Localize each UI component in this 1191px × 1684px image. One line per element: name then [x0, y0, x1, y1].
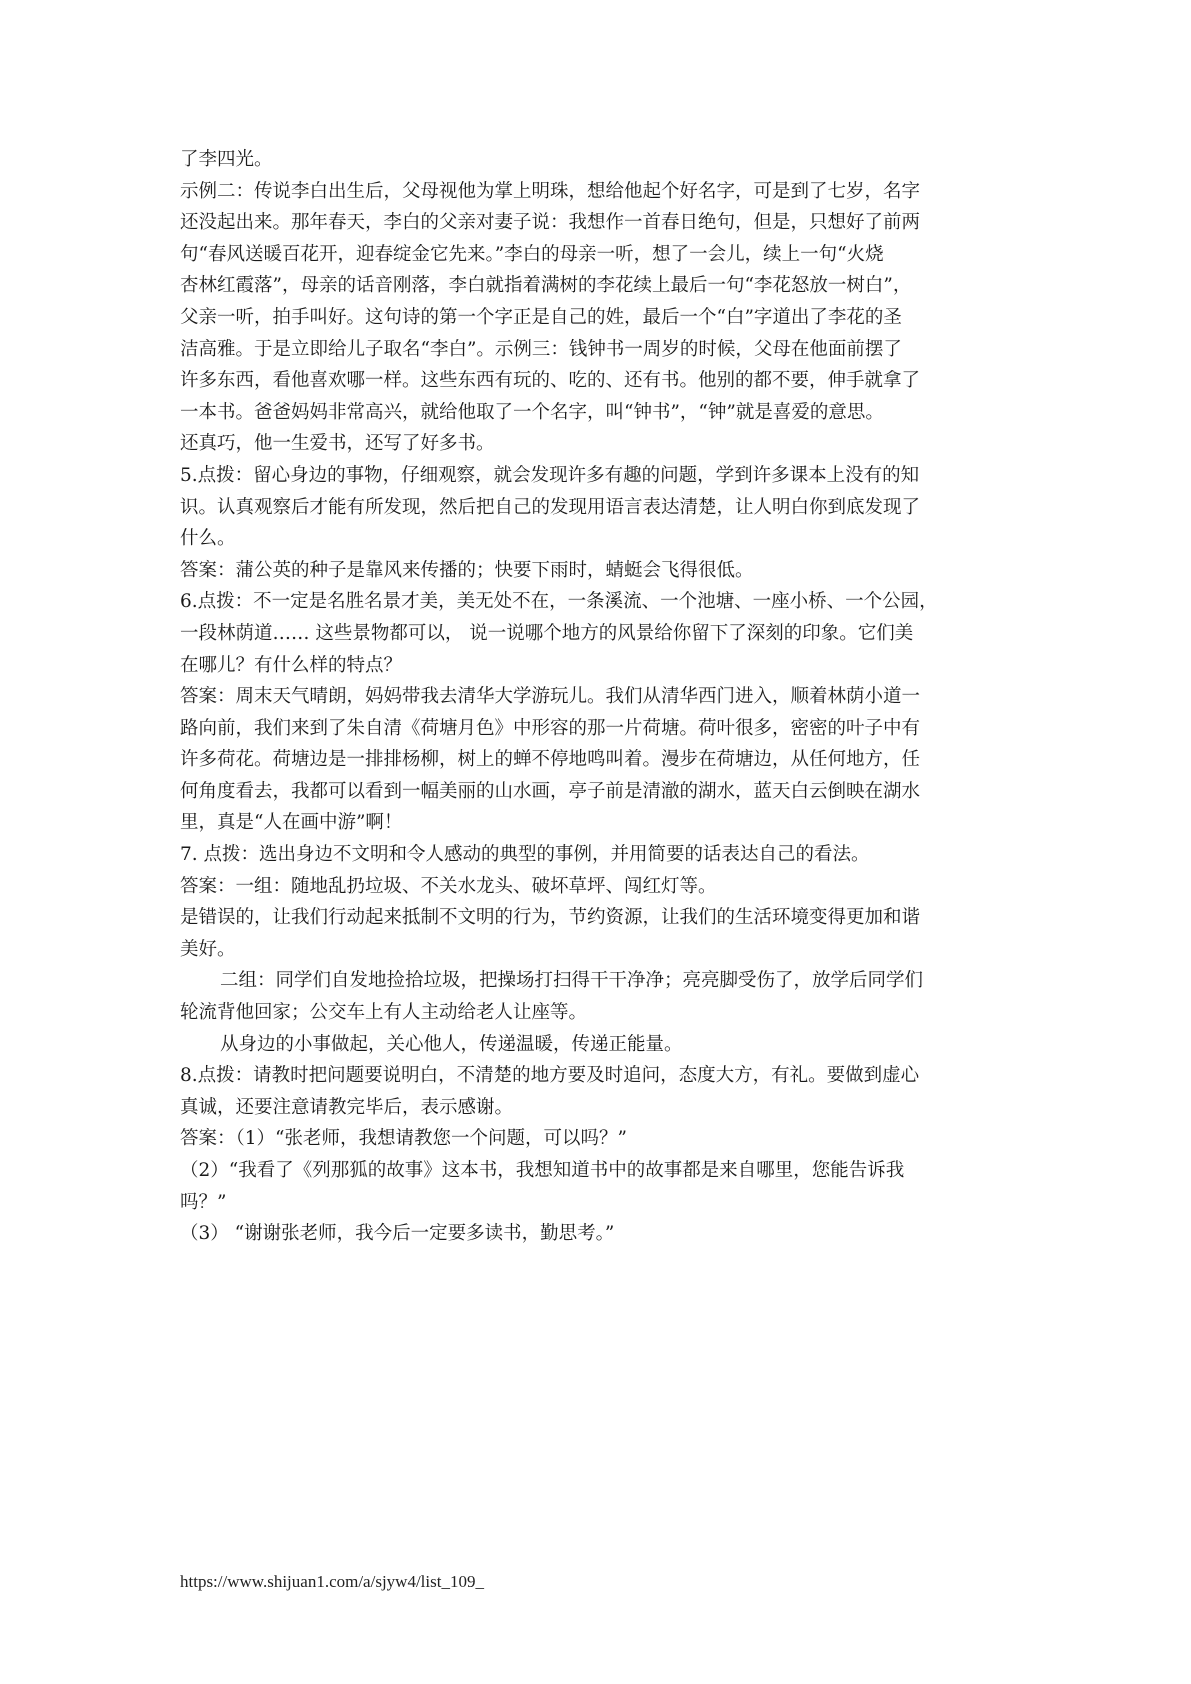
text-line: 答案：（1）“张老师，我想请教您一个问题，可以吗？”	[180, 1128, 627, 1150]
text-line: （2）“我看了《列那狐的故事》这本书，我想知道书中的故事都是来自哪里，您能告诉我	[180, 1160, 905, 1181]
text-line: 许多东西，看他喜欢哪一样。这些东西有玩的、吃的、还有书。他别的都不要，伸手就拿了	[180, 370, 921, 392]
text-line: 还真巧，他一生爱书，还写了好多书。	[180, 433, 495, 455]
text-line: 6.点拨：不一定是名胜名景才美，美无处不在，一条溪流、一个池塘、一座小桥、一个公园，	[180, 591, 938, 613]
text-line: 里，真是“人在画中游”啊！	[180, 812, 403, 834]
text-line: 5.点拨：留心身边的事物，仔细观察，就会发现许多有趣的问题，学到许多课本上没有的知	[180, 464, 920, 486]
text-line: 一本书。爸爸妈妈非常高兴，就给他取了一个名字，叫“钟书”，“钟”就是喜爱的意思。	[180, 401, 884, 423]
text-line: 一段林荫道…… 这些景物都可以， 说一说哪个地方的风景给你留下了深刻的印象。它们美	[180, 622, 914, 644]
text-line: 二组：同学们自发地捡拾垃圾，把操场打扫得干干净净；亮亮脚受伤了，放学后同学们	[220, 970, 924, 992]
text-line: 何角度看去，我都可以看到一幅美丽的山水画，亭子前是清澈的湖水，蓝天白云倒映在湖水	[180, 780, 921, 802]
text-line: 了李四光。	[180, 149, 273, 170]
text-line: 识。认真观察后才能有所发现，然后把自己的发现用语言表达清楚，让人明白你到底发现了	[180, 496, 921, 518]
document-body	[180, 144, 1020, 1250]
text-line: 从身边的小事做起，关心他人，传递温暖，传递正能量。	[220, 1033, 683, 1055]
text-line: 答案：周末天气晴朗，妈妈带我去清华大学游玩儿。我们从清华西门进入，顺着林荫小道一	[180, 686, 921, 708]
text-line: 句“春风送暖百花开，迎春绽金它先来。”李白的母亲一听，想了一会儿，续上一句“火烧	[180, 243, 884, 265]
text-line: 吗？”	[180, 1191, 227, 1213]
text-line: 美好。	[180, 938, 236, 960]
footer-url: https://www.shijuan1.com/a/sjyw4/list_109_	[180, 1572, 484, 1591]
text-line: 答案：蒲公英的种子是靠风来传播的；快要下雨时，蜻蜓会飞得很低。	[180, 559, 754, 581]
text-line: 在哪儿？有什么样的特点？	[180, 654, 403, 676]
text-line: 真诚，还要注意请教完毕后，表示感谢。	[180, 1096, 514, 1118]
text-line: 答案：一组：随地乱扔垃圾、不关水龙头、破坏草坪、闯红灯等。	[180, 875, 717, 897]
text-line: 是错误的，让我们行动起来抵制不文明的行为，节约资源，让我们的生活环境变得更加和谐	[180, 907, 921, 929]
text-line: 许多荷花。荷塘边是一排排杨柳，树上的蝉不停地鸣叫着。漫步在荷塘边，从任何地方，任	[180, 749, 921, 771]
text-line: 父亲一听，拍手叫好。这句诗的第一个字正是自己的姓，最后一个“白”字道出了李花的圣	[180, 306, 902, 328]
text-line: 轮流背他回家；公交车上有人主动给老人让座等。	[180, 1002, 588, 1024]
text-line: 还没起出来。那年春天，李白的父亲对妻子说：我想作一首春日绝句，但是，只想好了前两	[180, 212, 921, 234]
text-line: 示例二：传说李白出生后，父母视他为掌上明珠，想给他起个好名字，可是到了七岁，名字	[180, 180, 921, 202]
text-line: 洁高雅。于是立即给儿子取名“李白”。示例三：钱钟书一周岁的时候，父母在他面前摆了	[180, 338, 902, 360]
text-line: （3） “谢谢张老师，我今后一定要多读书，勤思考。”	[180, 1223, 615, 1245]
text-line: 什么。	[180, 528, 236, 550]
text-line: 8.点拨：请教时把问题要说明白，不清楚的地方要及时追问，态度大方，有礼。要做到虚心	[180, 1065, 920, 1087]
text-line: 杏林红霞落”，母亲的话音刚落，李白就指着满树的李花续上最后一句“李花怒放一树白”，	[180, 275, 912, 297]
text-line: 7. 点拨：选出身边不文明和令人感动的典型的事例，并用简要的话表达自己的看法。	[180, 844, 870, 866]
text-line: 路向前，我们来到了朱自清《荷塘月色》中形容的那一片荷塘。荷叶很多，密密的叶子中有	[180, 717, 921, 739]
